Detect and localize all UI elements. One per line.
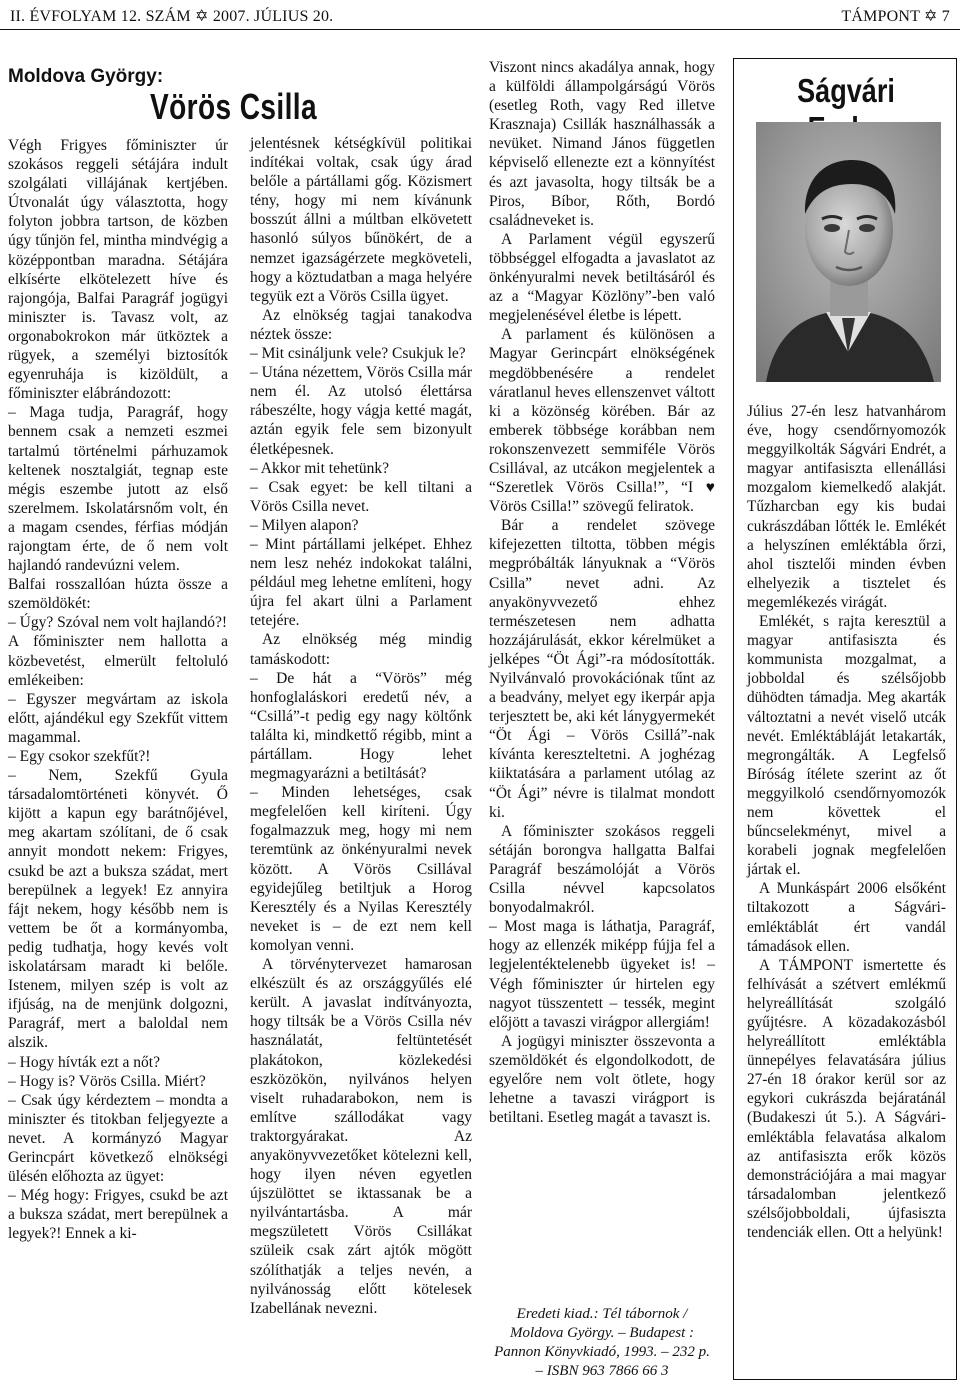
- paragraph: – Úgy? Szóval nem volt hajlandó?!: [8, 614, 228, 632]
- paragraph: Balfai rosszallóan húzta össze a szemöldökét:: [8, 576, 228, 613]
- paragraph: – Hogy hívták ezt a nőt?: [8, 1053, 160, 1071]
- paragraph: – Csak úgy kérdeztem – mondta a miniszter és titokban feljegyezte a nevet. A kormányzó Magyar Gerincpárt következő elnökségi ülésén előhozta az ügyet:: [8, 1091, 228, 1186]
- article-column-1: [8, 136, 228, 1243]
- paragraph: – Akkor mit tehetünk?: [250, 459, 390, 477]
- page-header: [0, 0, 960, 36]
- page-number: TÁMPONT ✡ 7: [841, 8, 950, 25]
- portrait-photo-icon: [756, 122, 941, 382]
- source-citation: Eredeti kiad.: Tél tábornok / Moldova György. – Budapest : Pannon Könyvkiadó, 1993. – 232 p. – ISBN 963 7866 66 3: [494, 1306, 710, 1379]
- paragraph: Bár a rendelet szövege kifejezetten tiltotta, többen mégis megpróbálták lányuknak a “Vörös Csilla” nevet adni. Az anyakönyvvezető ehhez természetesen nem adhatta hozzájárulását, ekkor kérelmüket a jelképes “Öt Ági”-ra módosították. Nyilvánvaló provokációnak tűnt az a beadvány, melyet egy ikerpár apja terjesztett be, aki két lánygyermekét “Öt Ági – Vörös Csillá”-nak kívánta kereszteltetni. A joghézag kiiktatására a parlament utólag az “Öt Ági” névre is tilalmat mondott ki.: [489, 517, 715, 821]
- article-title: Vörös Csilla: [150, 86, 317, 127]
- paragraph: A parlament és különösen a Magyar Gerincpárt elnökségének megdöbbenésére a rendelet váratlanul heves ellenszenvet váltott ki a közönség körében. Bár az emberek többsége korábban nem rokonszenvezett semmiféle Vörös Csillával, az utcákon megjelentek a “Szeretlek Vörös Csilla!”, “I ♥ Vörös Csilla!” szövegű feliratok.: [489, 326, 715, 516]
- paragraph: – Hogy is? Vörös Csilla. Miért?: [8, 1072, 206, 1090]
- paragraph: A törvénytervezet hamarosan elkészült és az országgyűlés elé került. A javaslat indítványozta, hogy tiltsák be a Vörös Csilla név használatát, feltüntetését plakátokon, közlekedési eszközökön, nyilvános helyen viselt ruhadarabokon, nem is említve szállodákat vagy traktorgyárakat. Az anyakönyvvezetőket kötelezni kell, hogy ilyen néven egyetlen újszülöttet se iktassanak be a nyilvántartásba. A már megszületett Vörös Csillákat szüleik csak zárt ajtók mögött szólíthatják a teljes nevén, a nyilvánosság előtt kötelesek Izabellának nevezni.: [250, 956, 472, 1317]
- paragraph: Végh Frigyes főminiszter úr szokásos reggeli sétájára indult szolgálati villájának kertjében. Útvonalát úgy választotta, hogy folyton jobbra tartson, de közben úgy tűnjön fel, mintha mindvégig a középpontban maradna. Sétájára elkísérte elkötelezett híve és rajongója, Balfai Paragráf jogügyi miniszter is. Tavasz volt, az orgonabokrokon már ütköztek a rügyek, a személyi biztosítók egyenruhája is kizöldült, a főminiszter elábrándozott:: [8, 137, 228, 403]
- sidebar-title: Ságvári: [797, 72, 895, 109]
- paragraph: Viszont nincs akadálya annak, hogy a külföldi állampolgárságú Vörös (esetleg Roth, vagy Red illetve Krasznaja) Csillák használhassák a nevüket. Nimand János független képviselő ellenezte ezt a könnyítést és azt javasolta, hogy tiltsák be a Piros, Bíbor, Rőth, Bordó családneveket is.: [489, 59, 715, 229]
- paragraph: – Milyen alapon?: [250, 516, 359, 534]
- paragraph: A TÁMPONT ismertette és felhívását a szétvert emlékmű helyreállítását szolgáló gyűjtésre. A közadakozásból helyreállított emléktábla ünnepélyes felavatására július 27-én 18 órakor kerül sor az egykori cukrászda bejáratánál (Budakeszi út 5.). A Ságvári-emléktábla felavatása alkalom az antifasiszta erők közös demonstrációjára a mai magyar társadalomban jelentkező szélsőjobboldali, újfasiszta tendenciák ellen. Ott a helyünk!: [747, 956, 946, 1242]
- paragraph: Emlékét, s rajta keresztül a magyar antifasiszta és kommunista mozgalmat, a jobboldal és szélsőjobb dühödten támadja. Meg akarták változtatni a nevét viselő utcák nevét. Emléktábláját letakarták, megrongálták. A Legfelső Bíróság ítélete szerint az őt meggyilkoló csendőrnyomozók nem követtek el bűncselekményt, mivel a korabeli jognak megfelelően jártak el.: [747, 613, 946, 879]
- paragraph: – Még hogy: Frigyes, csukd be azt a buksza szádat, mert berepülnek a legyek?! Ennek a ki-: [8, 1187, 228, 1243]
- paragraph: Az elnökség még mindig tamáskodott:: [250, 631, 472, 668]
- paragraph: A főminiszter nem hallotta a közbevetést, elmerült feltoluló emlékeiben:: [8, 633, 228, 689]
- paragraph: – Egy csokor szekfűt?!: [8, 748, 151, 765]
- paragraph: – Csak egyet: be kell tiltani a Vörös Csilla nevet.: [250, 478, 472, 515]
- paragraph: – Mit csináljunk vele? Csukjuk le?: [250, 345, 466, 363]
- paragraph: – Mint pártállami jelképet. Ehhez nem lesz nehéz indokokat találni, például meg lehetne említeni, hogy újra fel akart ülni a Parlament tetejére.: [250, 535, 472, 630]
- paragraph: A Parlament végül egyszerű többséggel elfogadta a javaslatot az önkényuralmi nevek betiltásáról és az a “Magyar Közlöny”-ben való megjelenésével életbe is lépett.: [489, 230, 715, 325]
- paragraph: – Utána nézettem, Vörös Csilla már nem él. Az utolsó élettársa rábeszélte, hogy vágja ketté magát, aztán egyik fele sem bizonyult életképesnek.: [250, 364, 472, 458]
- paragraph: A főminiszter szokásos reggeli sétáján borongva hallgatta Balfai Paragráf beszámolóját a Vörös Csilla névvel kapcsolatos bonyodalmakról.: [489, 822, 715, 917]
- paragraph: jelentésnek kétségkívül politikai indítékai voltak, csak úgy árad belőle a pártállami gőg. Közismert tény, hogy mi nem kívánunk bosszút állni a múltban elkövetett hasonló súlyos bűnökért, de a nemzet igazságérzete megköveteli, hogy a köztudatban a maga helyére tegyük ezt a Vörös Csilla ügyet.: [250, 135, 472, 305]
- paragraph: A Munkáspárt 2006 elsőként tiltakozott a Ságvári-emléktáblát ért vandál támadások ellen.: [747, 880, 946, 955]
- paragraph: – De hát a “Vörös” még honfoglaláskori eredetű név, a “Csillá”-t pedig egy nagy költőnk találta ki, mindkettő régibb, mint a pártállam. Hogy lehet megmagyarázni a betiltását?: [250, 669, 472, 783]
- article-column-3: [489, 58, 715, 1127]
- article-column-2: [250, 134, 472, 1318]
- paragraph: A jogügyi miniszter összevonta a szemöldökét és elgondolkodott, de egyelőre nem volt ötlete, hogy lehetne a tavaszi virágport is betiltani. Esetleg magát a tavaszt is.: [489, 1032, 715, 1127]
- sidebar-text: [747, 402, 946, 1242]
- paragraph: – Nem, Szekfű Gyula társadalomtörténeti könyvét. Ő kijött a kapun egy barátnőjével, meg akartam szólítani, de ő csak annyit mondott nekem: Frigyes, csukd be azt a buksza szádat, mert berepülnek a legyek! Ez annyira fájt nekem, hogy később nem is vettem be őt a kormányomba, pedig tudhatja, hogy kevés volt iskolatársam maradt ki belőle. Istenem, milyen szép is volt az ifjúság, na de menjünk dolgozni, Paragráf, mert a baloldal nem alszik.: [8, 767, 228, 1052]
- paragraph: – Most maga is láthatja, Paragráf, hogy az ellenzék miképp fújja fel a legjelentéktelenebb ügyeket is! – Végh főminiszter úr hirtelen egy nagyot tüsszentett – tessék, megint előjött a tavaszi virágpor allergiám!: [489, 918, 715, 1031]
- issue-info: II. ÉVFOLYAM 12. SZÁM ✡ 2007. JÚLIUS 20.: [10, 8, 334, 25]
- article-author: Moldova György:: [8, 66, 164, 87]
- paragraph: Július 27-én lesz hatvanhárom éve, hogy csendőrnyomozók meggyilkolták Ságvári Endrét, a magyar antifasiszta ellenállási mozgalom kiemelkedő alakját. Tűzharcban egy kis budai cukrászdában lőtték le. Emlékét a helyszínen emléktábla őrzi, ahol tisztelői minden évben elhelyezik a tisztelet és megemlékezés virágát.: [747, 403, 946, 611]
- paragraph: Az elnökség tagjai tanakodva néztek össze:: [250, 306, 472, 343]
- paragraph: – Minden lehetséges, csak megfelelően kell kiríteni. Úgy fogalmazzuk meg, hogy mi nem teremtünk az önkényuralmi nevek között. A Vörös Csillával egyidejűleg betiltjuk a Horog Keresztély és a Nyilas Keresztély neveket is – de ezt nem kell komolyan venni.: [250, 784, 472, 954]
- paragraph: – Maga tudja, Paragráf, hogy bennem csak a nemzeti eszmei tartalmú történelmi párhuzamok keltenek nosztalgiát, tegnap este mégis eszembe jutott az első szerelmem. Iskolatársnőm volt, én a magam csendes, férfias módján rajongtam érte, de ő nem volt hajlandó randevúzni velem.: [8, 404, 228, 575]
- paragraph: – Egyszer megvártam az iskola előtt, ajándékul egy Szekfűt vittem magammal.: [8, 690, 228, 746]
- header-rule: [0, 29, 960, 30]
